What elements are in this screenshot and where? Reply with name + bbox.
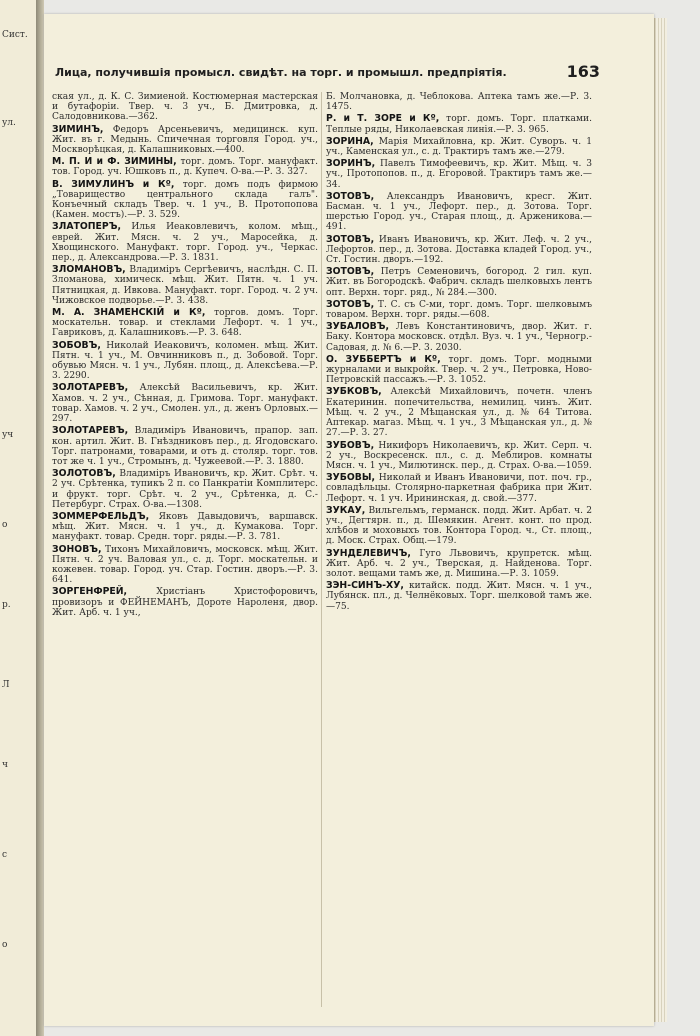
entry-name: ЗУБОВЫ, (326, 472, 376, 484)
entry-name: М. А. ЗНАМЕНСКІЙ и Кº, (52, 307, 206, 319)
entry-text: Владиміръ Сергѣевичъ, наслѣдн. С. П. Зломанова, химическ. мѣщ. Жит. Пятн. ч. 1 уч. Пятницкая, д. Ивкова. Мануфакт. торг. Город. ч. 2 уч. Чижовское подворье.—Р. 3. 438. (52, 265, 318, 306)
directory-entry (52, 545, 318, 586)
entry-name: ЗОБОВЪ, (52, 339, 101, 351)
entry-name: ЗОЛОТОВЪ, (52, 468, 116, 480)
facing-page-fragment: Сист. (2, 30, 28, 40)
entry-text: Б. Молчановка, д. Чеблокова. Аптека тамъ же.—Р. 3. 1475. (326, 92, 592, 113)
entry-name: ЗУНДЕЛЕВИЧЪ, (326, 547, 411, 559)
facing-page-fragment: уч (2, 430, 14, 440)
directory-entry (52, 265, 318, 306)
column-divider (321, 92, 322, 1007)
facing-page-fragment: Л (2, 680, 10, 690)
directory-entry (52, 157, 318, 177)
directory-entry (326, 581, 592, 612)
directory-entry (52, 222, 318, 263)
entry-text: Алексѣй Михайловичъ, почетн. членъ Екатеринин. попечительства, немилиц. чинъ. Жит. Мѣщ. ч. 2 уч., 2 Мѣщанская ул., д. № 64 Титова. Аптекар. магаз. Мѣщ. ч. 1 уч., 3 Мѣщанская ул., д. № 27.—Р. 3. 27. (326, 387, 592, 439)
entry-text: Яковъ Давыдовичъ, варшавск. мѣщ. Жит. Мясн. ч. 1 уч., д. Кумакова. Торг. мануфакт. товар. Средн. торг. ряды.—Р. 3. 781. (52, 511, 318, 543)
entry-text: торг. домъ. Торг. модными журналами и выкройк. Твер. ч. 2 уч., Петровка, Ново-Петровскій пассажъ.—Р. 3. 1052. (326, 354, 592, 386)
directory-entry (52, 587, 318, 618)
entry-text: Владиміръ Ивановичъ, кр. Жит. Срѣт. ч. 2 уч. Срѣтенка, тупикъ 2 п. со Панкратіи Комплитерс. и фрукт. торг. Срѣт. ч. 2 уч., Срѣтенка, д. С.-Петербург. Страх. О-ва.—1308. (52, 469, 318, 510)
directory-entry (52, 308, 318, 339)
facing-page-fragment: о (2, 940, 8, 950)
entry-name: ЗОММЕРФЕЛЬДЪ, (52, 510, 150, 522)
directory-entry (326, 506, 592, 547)
facing-page-fragment: ул. (2, 118, 16, 128)
entry-name: ЗИМИНЪ, (52, 123, 104, 135)
entry-name: ЗЛАТОПЕРЪ, (52, 221, 121, 233)
entry-text: Николай Иеаковичъ, коломен. мѣщ. Жит. Пятн. ч. 1 уч., М. Овчинниковъ п., д. Зобовой. Торг. обувью Мясн. ч. 1 уч., Лубян. площ., д. Алексѣева.—Р. 3. 2290. (52, 340, 318, 382)
entry-text: Николай и Иванъ Ивановичи, пот. поч. гр., совладѣльцы. Столярно-паркетная фабрика при Жит. Лефорт. ч. 1 уч. Ирининская, д. свой.—377. (326, 473, 592, 504)
directory-entry (52, 341, 318, 382)
entry-text: Павелъ Тимофеевичъ, кр. Жит. Мѣщ. ч. 3 уч., Протопопов. п., д. Егоровой. Трактиръ тамъ же.—34. (326, 159, 592, 190)
entry-name: ЗОТОВЪ, (326, 190, 375, 202)
facing-page-fragment: р. (2, 600, 11, 610)
entry-name: ЗУКАУ, (326, 504, 366, 516)
entry-name: ЗОНОВЪ, (52, 543, 102, 555)
entry-text: Левъ Константиновичъ, двор. Жит. г. Баку. Контора московск. отдѣл. Вуз. ч. 1 уч., Черногр.-Садовая, д. № 6.—Р. 3. 2030. (326, 322, 592, 353)
left-column (52, 92, 318, 1012)
entry-text: Т. С. съ С-ми, торг. домъ. Торг. шелковымъ товаром. Верхн. торг. ряды.—608. (326, 299, 592, 321)
directory-entry (326, 322, 592, 353)
entry-name: ЗОТОВЪ, (326, 233, 375, 245)
book-gutter (36, 0, 44, 1036)
entry-text: китайск. подд. Жит. Мясн. ч. 1 уч., Лубянск. пл., д. Челнёковых. Торг. шелковой тамъ же.—75. (326, 581, 592, 612)
entry-name: ЗУБОВЪ, (326, 439, 375, 451)
directory-entry (52, 512, 318, 543)
entry-text: Иванъ Ивановичъ, кр. Жит. Леф. ч. 2 уч., Лефортов. пер., д. Зотова. Доставка кладей Город. уч., Ст. Гостин. дворъ.—192. (326, 234, 592, 266)
directory-entry (52, 125, 318, 156)
entry-name: ЗУБКОВЪ, (326, 386, 382, 398)
entry-text: Христіанъ Христофоровичъ, провизоръ и ФЕЙНЕМАНЪ, Дороте Нароленя, двор. Жит. Арб. ч. 1 уч., (52, 587, 318, 618)
entry-name: ЗОРГЕНФРЕЙ, (52, 586, 128, 598)
entry-name: Р. и Т. ЗОРЕ и Кº, (326, 113, 440, 125)
entry-text: Федоръ Арсеньевичъ, медицинск. куп. Жит. въ г. Медынь. Спичечная торговля Город. уч., Москворѣцкая, д. Калашниковых.—400. (52, 124, 318, 156)
directory-entry (326, 192, 592, 233)
directory-entry (326, 114, 592, 134)
entry-text: Илья Иеаковлевичъ, колом. мѣщ., еврей. Жит. Мясн. ч. 2 уч., Маросейка, д. Хвощинского. Мануфакт. торг. Город. уч., Черкас. пер., д. Александрова.—Р. 3. 1831. (52, 222, 318, 264)
directory-entry (52, 383, 318, 424)
entry-name: ЗОРИНА, (326, 135, 374, 147)
directory-entry (326, 92, 592, 112)
directory-entry (326, 473, 592, 504)
entry-text: торг. домъ подъ фирмою „Товарищество центрального склада галъ". Конъечный складъ Твер. ч. 1 уч., В. Протопопова (Камен. мостъ).—Р. 3. 529. (52, 179, 318, 221)
entry-text: торг. домъ. Торг. мануфакт. тов. Город. уч. Юшковъ п., д. Купеч. О-ва.—Р. 3. 327. (52, 157, 318, 178)
facing-page-fragment: с (2, 850, 8, 860)
directory-entry (326, 387, 592, 438)
entry-name: ЗЛОМАНОВЪ, (52, 264, 126, 276)
directory-entry (326, 159, 592, 190)
entry-text: Гуго Львовичъ, крупретск. мѣщ. Жит. Арб. ч. 2 уч., Тверская, д. Найденова. Торг. золот. вещами тамъ же, д. Мишина.—Р. 3. 1059. (326, 548, 592, 579)
entry-text: Марія Михайловна, кр. Жит. Суворъ. ч. 1 уч., Каменская ул., с. д. Трактиръ тамъ же.—279. (326, 136, 592, 158)
entry-name: ЗОТОВЪ, (326, 266, 375, 278)
entry-name: М. П. И и Ф. ЗИМИНЫ, (52, 156, 177, 168)
facing-page-fragment: о (2, 520, 8, 530)
entry-text: Никифоръ Николаевичъ, кр. Жит. Серп. ч. 2 уч., Воскресенск. пл., с. д. Меблиров. комнаты Мясн. ч. 1 уч., Милютинск. пер., д. Страх. О-ва.—1059. (326, 440, 592, 471)
facing-page-edge (0, 0, 39, 1036)
running-header (55, 64, 600, 84)
entry-text: торгов. домъ. Торг. москательн. товар. и стеклами Лефорт. ч. 1 уч., Гавриковъ, д. Калашниковъ.—Р. 3. 648. (52, 308, 318, 339)
entry-text: Вильгельмъ, германск. подд. Жит. Арбат. ч. 2 уч., Дегтярн. п., д. Шемякин. Агент. конт. по прод. хлѣбов и моховыхъ тов. Контора Город. ч., Ст. площ., д. Моск. Страх. Общ.—179. (326, 505, 592, 547)
directory-entry (326, 235, 592, 266)
entry-text: торг. домъ. Торг. платками. Теплые ряды, Николаевская линія.—Р. 3. 965. (326, 114, 592, 135)
entry-name: В. ЗИМУЛИНЪ и Кº, (52, 178, 175, 190)
entry-name: ЗОЛОТАРЕВЪ, (52, 382, 129, 394)
facing-page-fragment: ч (2, 760, 8, 770)
directory-entry (52, 469, 318, 510)
entry-text: Петръ Семеновичъ, богород. 2 гил. куп. Жит. въ Богородскѣ. Фабрич. складъ шелковыхъ лентъ опт. Верхн. торг. ряд., № 284.—300. (326, 267, 592, 298)
directory-entry (326, 441, 592, 472)
entry-name: ЗУБАЛОВЪ, (326, 321, 390, 333)
entry-text: Алексѣй Васильевичъ, кр. Жит. Хамов. ч. 2 уч., Сѣнная, д. Гримова. Торг. мануфакт. товар. Хамов. ч. 2 уч., Смолен. ул., д. женъ Орловых.—297. (52, 383, 318, 425)
entry-text: Тихонъ Михайловичъ, московск. мѣщ. Жит. Пятн. ч. 2 уч. Валовая ул., с. д. Торг. москательн. и кожевен. товар. Город. уч. Стар. Гостин. дворъ.—Р. 3. 641. (52, 544, 318, 586)
right-column (326, 92, 592, 1012)
directory-entry (326, 267, 592, 298)
entry-name: ЗОЛОТАРЕВЪ, (52, 425, 129, 437)
entry-text: ская ул., д. К. С. Зимиеной. Костюмерная мастерская и бутафоріи. Твер. ч. 3 уч., Б. Дмитровка, д. Салодовникова.—362. (52, 92, 318, 123)
header-title: Лица, получившія промысл. свидѣт. на торг. и промышл. предпріятія. (55, 66, 507, 79)
directory-entry (326, 300, 592, 320)
directory-entry (52, 180, 318, 221)
directory-entry (52, 92, 318, 123)
entry-text: Александръ Ивановичъ, кресг. Жит. Басман. ч. 1 уч., Лефорт. пер., д. Зотова. Торг. шерстью Город. уч., Старая площ., д. Арженикова.—491. (326, 191, 592, 233)
page-number: 163 (566, 62, 600, 81)
entry-text: Владиміръ Ивановичъ, прапор. зап. кон. артил. Жит. В. Гнѣздниковъ пер., д. Ягодовскаго. Торг. патронами, товарами, и отъ д. столяр. торг. тов. тот же ч. 1 уч., Стромынъ, д. Чужеевой.—Р. 3. 1880. (52, 426, 318, 467)
entry-name: ЗОРИНЪ, (326, 158, 376, 170)
entry-name: О. ЗУББЕРТЪ и Кº, (326, 353, 441, 365)
page-edges (654, 18, 667, 1022)
directory-entry (326, 549, 592, 580)
directory-entry (326, 137, 592, 157)
entry-name: ЗЭН-СИНЪ-ХУ, (326, 580, 404, 592)
directory-entry (52, 426, 318, 467)
entry-name: ЗОТОВЪ, (326, 298, 375, 310)
directory-entry (326, 355, 592, 386)
